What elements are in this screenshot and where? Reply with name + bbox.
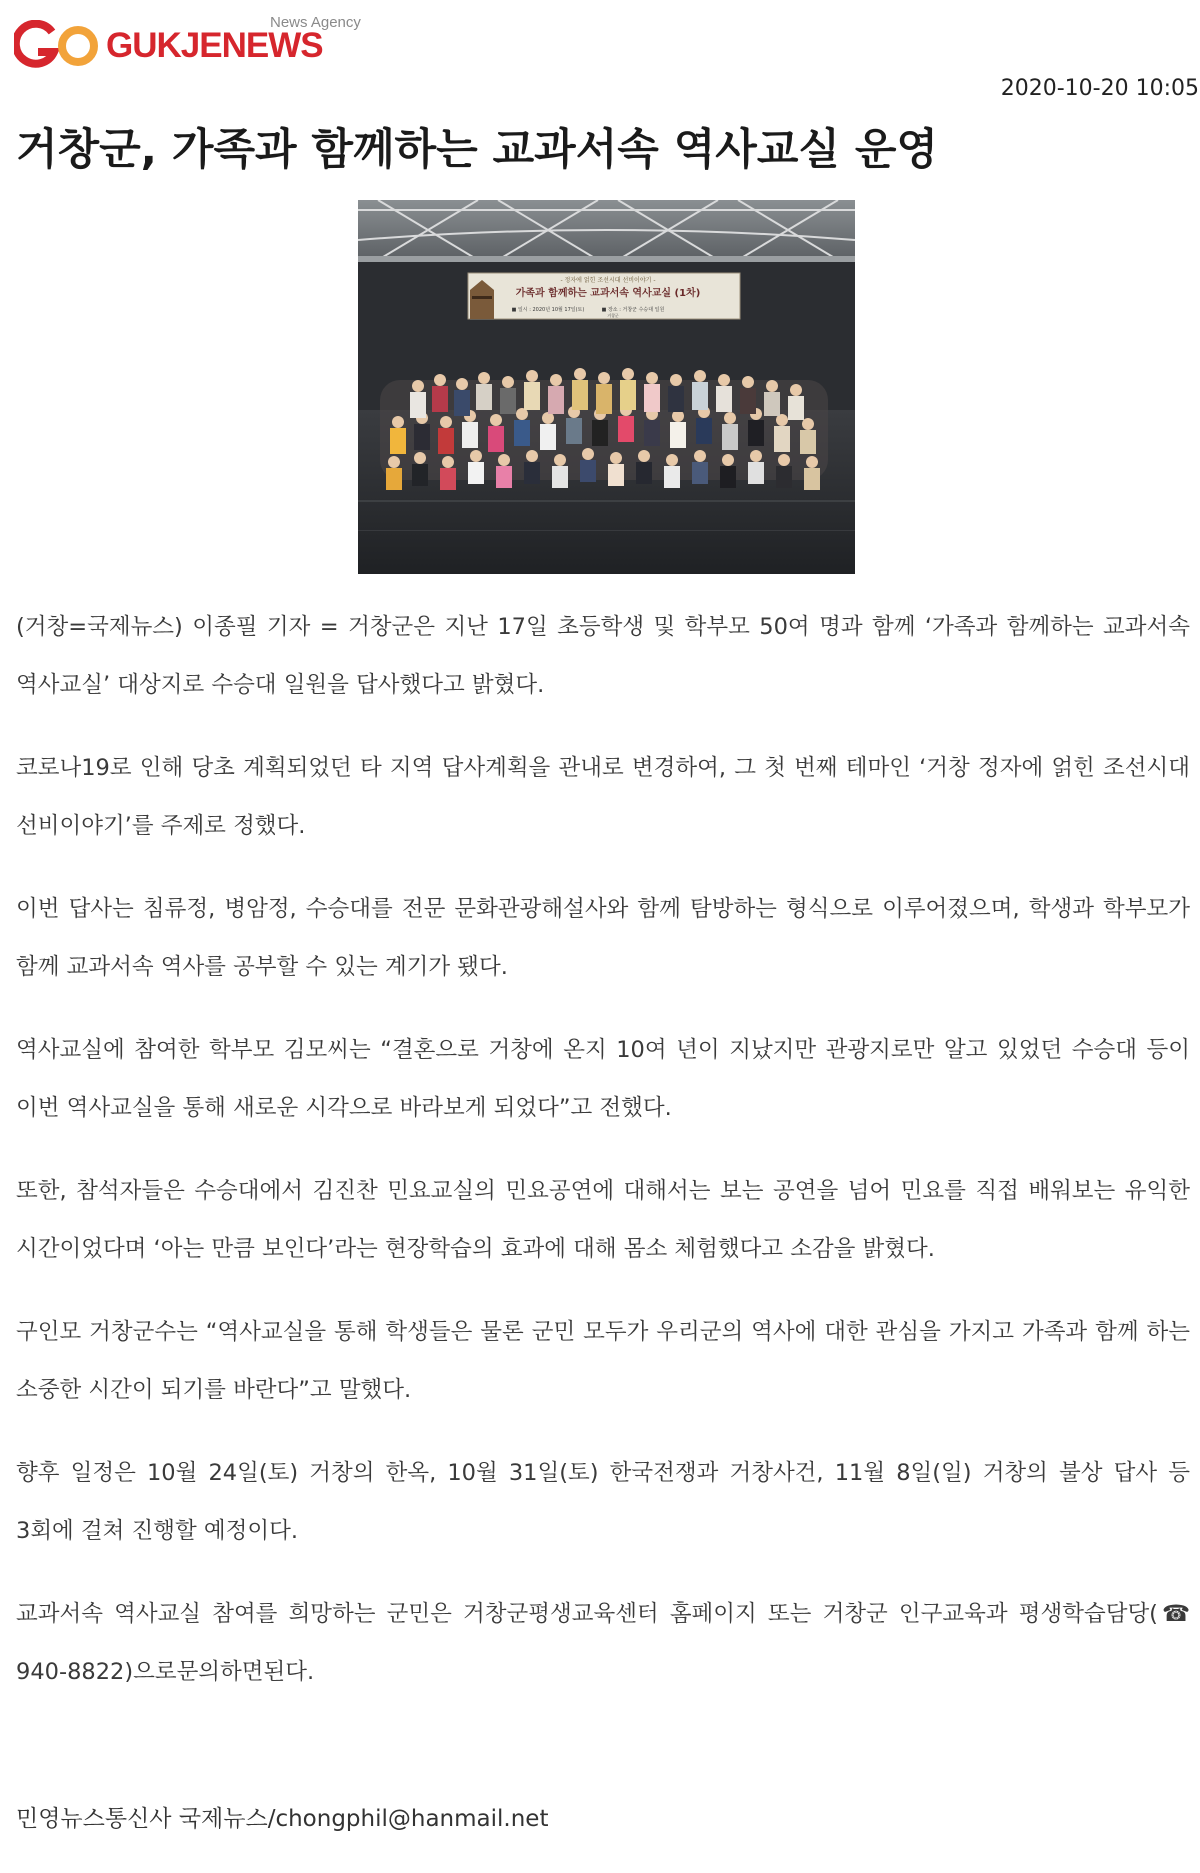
article-paragraph: 구인모 거창군수는 “역사교실을 통해 학생들은 물론 군민 모두가 우리군의 역사에 대한 관심을 가지고 가족과 함께 하는 소중한 시간이 되기를 바란다”고 말했다. — [16, 1319, 1190, 1403]
article-paragraph: 또한, 참석자들은 수승대에서 김진찬 민요교실의 민요공연에 대해서는 보는 공연을 넘어 민요를 직접 배워보는 유익한 시간이었다며 ‘아는 만큼 보인다’라는 현장학습의 효과에 대해 몸소 체험했다고 소감을 밝혔다. — [16, 1178, 1190, 1262]
article-timestamp: 2020-10-20 10:05 — [1000, 76, 1199, 101]
logo-agency-label: News Agency — [270, 14, 361, 31]
article-paragraph: (거창=국제뉴스) 이종필 기자 = 거창군은 지난 17일 초등학생 및 학부모 50여 명과 함께 ‘가족과 함께하는 교과서속 역사교실’ 대상지로 수승대 일원을 답사했다고 밝혔다. — [16, 614, 1190, 698]
article-paragraph: 이번 답사는 침류정, 병암정, 수승대를 전문 문화관광해설사와 함께 탐방하는 형식으로 이루어졌으며, 학생과 학부모가 함께 교과서속 역사를 공부할 수 있는 계기가 됐다. — [16, 896, 1190, 980]
article-body — [16, 598, 1190, 1726]
article-paragraph: 교과서속 역사교실 참여를 희망하는 군민은 거창군평생교육센터 홈페이지 또는 거창군 인구교육과 평생학습담당(☎ 940-8822)으로문의하면된다. — [16, 1601, 1190, 1685]
group-of-people — [380, 368, 828, 490]
article-byline: 민영뉴스통신사 국제뉴스/chongphil@hanmail.net — [16, 1806, 549, 1832]
article-paragraph: 역사교실에 참여한 학부모 김모씨는 “결혼으로 거창에 온지 10여 년이 지났지만 관광지로만 알고 있었던 수승대 등이 이번 역사교실을 통해 새로운 시각으로 바라보게 되었다”고 전했다. — [16, 1037, 1190, 1121]
group-photo-image — [358, 200, 855, 574]
banner-date: ■ 일시 : 2020년 10월 17일(토) — [511, 307, 585, 313]
logo-wordmark: GUKJENEWS — [106, 26, 323, 65]
banner-subtitle: - 정자에 얽힌 조선시대 선비이야기 - — [560, 277, 656, 284]
article-paragraph: 코로나19로 인해 당초 계획되었던 타 지역 답사계획을 관내로 변경하여, 그 첫 번째 테마인 ‘거창 정자에 얽힌 조선시대 선비이야기’를 주제로 정했다. — [16, 755, 1190, 839]
article-headline: 거창군, 가족과 함께하는 교과서속 역사교실 운영 — [16, 125, 938, 175]
site-logo[interactable] — [14, 14, 374, 76]
article-paragraph: 향후 일정은 10월 24일(토) 거창의 한옥, 10월 31일(토) 한국전쟁과 거창사건, 11월 8일(일) 거창의 불상 답사 등 3회에 걸쳐 진행할 예정이다. — [16, 1460, 1190, 1544]
article-photo — [358, 200, 855, 574]
logo-mark-icon — [14, 20, 104, 72]
banner-place: ■ 장소 : 거창군 수승대 일원 — [601, 307, 665, 313]
banner-organizer: 거창군 — [607, 313, 619, 318]
banner-title: 가족과 함께하는 교과서속 역사교실 (1차) — [515, 288, 701, 299]
